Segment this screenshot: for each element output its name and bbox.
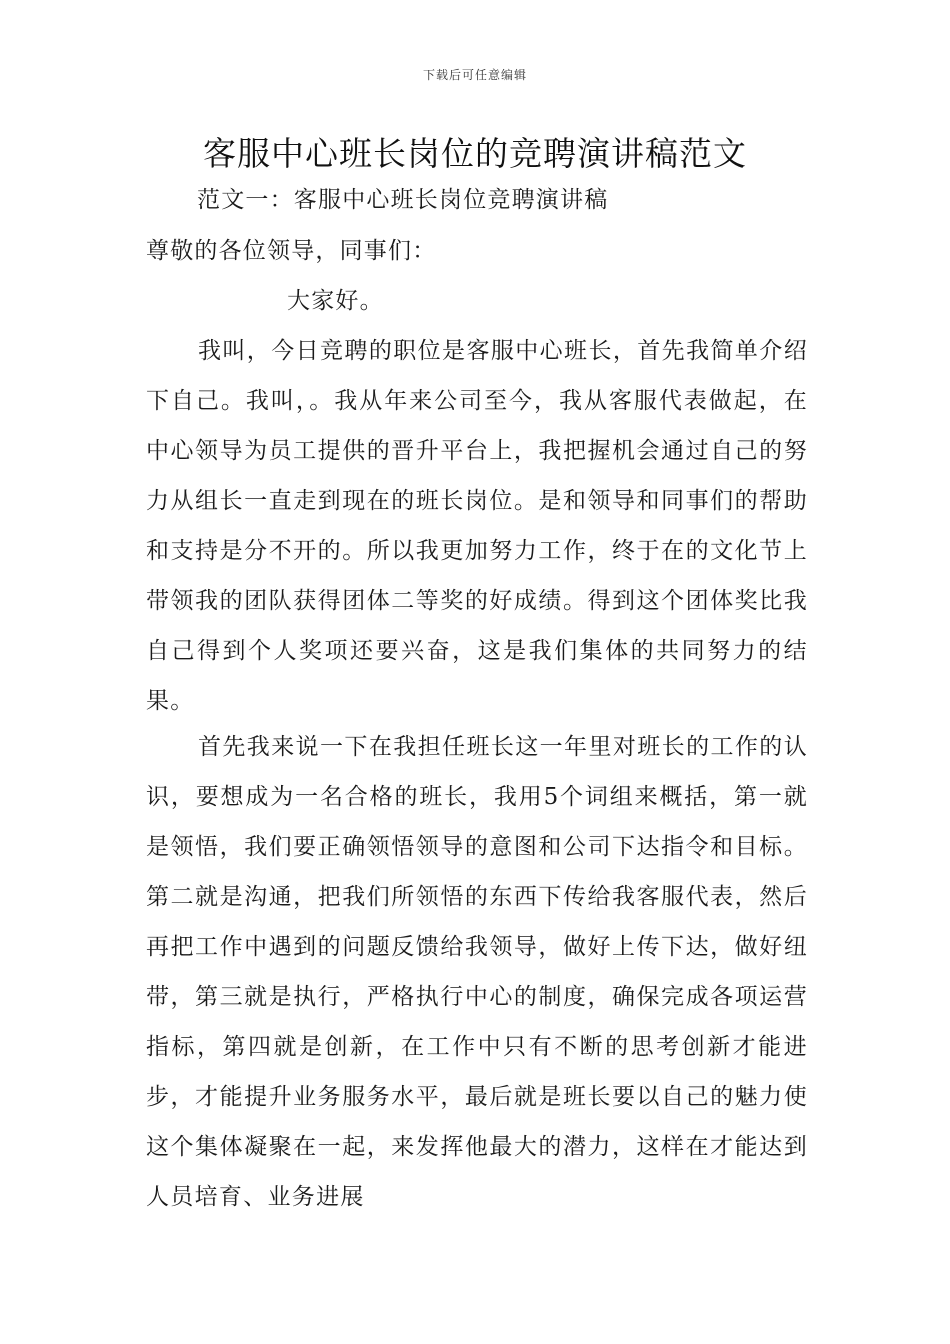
document-title: 客服中心班长岗位的竞聘演讲稿范文 — [203, 134, 747, 173]
document-subtitle: 范文一：客服中心班长岗位竞聘演讲稿 — [197, 187, 609, 213]
salutation: 尊敬的各位领导，同事们： — [146, 238, 437, 264]
body-paragraph: 首先我来说一下在我担任班长这一年里对班长的工作的认识，要想成为一名合格的班长，我用5个词组来概括，第一就是领悟，我们要正确领悟领导的意图和公司下达指令和目标。第二就是沟通，把我们所领悟的东西下传给我客服代表，然后再把工作中遇到的问题反馈给我领导，做好上传下达，做好纽带，第三就是执行，严格执行中心的制度，确保完成各项运营指标，第四就是创新，在工作中只有不断的思考创新才能进步，才能提升业务服务水平，最后就是班长要以自己的魅力使这个集体凝聚在一起，来发挥他最大的潜力，这样在才能达到人员培育、业务进展 — [146, 734, 808, 1210]
body-paragraph: 我叫，今日竞聘的职位是客服中心班长，首先我简单介绍下自己。我叫，。我从年来公司至今，我从客服代表做起，在中心领导为员工提供的晋升平台上，我把握机会通过自己的努力从组长一直走到现在的班长岗位。是和领导和同事们的帮助和支持是分不开的。所以我更加努力工作，终于在的文化节上带领我的团队获得团体二等奖的好成绩。得到这个团体奖比我自己得到个人奖项还要兴奋，这是我们集体的共同努力的结果。 — [146, 338, 808, 714]
greeting: 大家好。 — [287, 288, 384, 314]
header-note: 下载后可任意编辑 — [422, 68, 527, 82]
